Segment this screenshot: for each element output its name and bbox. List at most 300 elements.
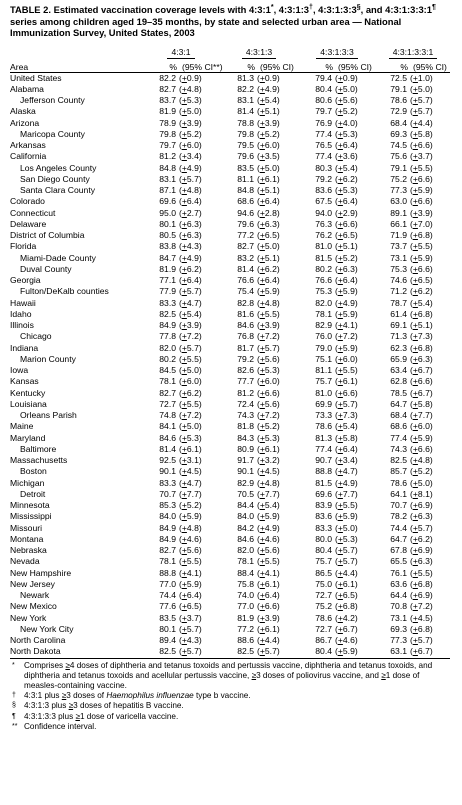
ci-value: 6.6 (342, 218, 355, 229)
plus-minus-symbol: + (412, 308, 418, 319)
table-row (10, 601, 450, 612)
percent-cell: 82.8 (237, 297, 254, 308)
ci-cell: (+5.7) (179, 173, 202, 184)
plus-minus-symbol: + (412, 410, 418, 420)
table-row (10, 410, 450, 421)
percent-cell: 82.7 (237, 241, 254, 252)
percent-cell: 78.6 (315, 421, 332, 432)
ci-value: 5.8 (417, 128, 430, 139)
plus-minus-symbol: + (181, 72, 187, 83)
percent-cell: 90.7 (315, 455, 332, 465)
ci-value: 5.0 (186, 421, 199, 432)
plus-minus-symbol: + (259, 275, 265, 285)
plus-minus-symbol: + (412, 151, 418, 162)
ci-cell: (+5.7) (410, 95, 433, 105)
percent-cell: 87.1 (159, 185, 176, 195)
ci-cell: (+5.3) (335, 185, 358, 195)
plus-minus-symbol: + (337, 623, 343, 634)
area-cell: New York (10, 612, 47, 623)
table-row (10, 590, 450, 601)
ci-value: 4.8 (417, 455, 430, 465)
footnote (10, 661, 450, 692)
plus-minus-symbol: + (181, 522, 187, 533)
percent-cell: 78.1 (159, 376, 176, 387)
ci-cell: (+5.0) (179, 106, 202, 117)
ci-value: 5.7 (342, 545, 355, 555)
ci-value: 6.2 (186, 263, 199, 274)
ci-value: 5.5 (342, 500, 355, 510)
area-cell: Boston (20, 466, 47, 477)
ci-cell: (+6.7) (410, 646, 450, 658)
ci-value: 5.1 (264, 252, 277, 263)
footnote-text: 4:3:1 plus (24, 691, 62, 701)
ci-cell: (+3.6) (335, 151, 358, 162)
percent-cell: 61.4 (390, 308, 408, 319)
percent-cell: 63.0 (390, 196, 408, 207)
percent-cell: 79.1 (390, 83, 408, 94)
ci-cell: (+6.2) (179, 387, 202, 398)
ci-cell: (+7.7) (335, 488, 358, 499)
plus-minus-symbol: + (181, 275, 187, 285)
ci-cell: (+5.5) (179, 556, 202, 567)
ci-value: 4.2 (342, 612, 355, 623)
percent-cell: 84.9 (159, 320, 176, 330)
ci-cell: (+4.7) (179, 477, 202, 488)
percent-cell: 86.7 (315, 635, 332, 645)
plus-minus-symbol: + (259, 162, 265, 173)
plus-minus-symbol: + (259, 432, 265, 443)
ci-value: 5.9 (264, 511, 277, 522)
footnote-ref: § (356, 3, 361, 11)
ci-value: 6.3 (264, 218, 277, 229)
ci-cell: (+6.1) (335, 376, 358, 387)
plus-minus-symbol: + (259, 421, 265, 432)
plus-minus-symbol: + (181, 421, 187, 432)
header-ci: (95% CI) (257, 59, 298, 73)
plus-minus-symbol: + (181, 443, 187, 454)
percent-cell: 77.4 (315, 443, 332, 454)
ci-cell: (+6.4) (335, 443, 358, 454)
ci-value: 7.7 (186, 488, 199, 499)
ci-value: 4.5 (417, 612, 430, 623)
footnote-marker: § (12, 702, 16, 710)
percent-cell: 78.5 (390, 387, 408, 398)
ci-value: 4.9 (342, 477, 355, 488)
table-row (10, 331, 450, 342)
percent-cell: 75.3 (315, 286, 332, 297)
plus-minus-symbol: + (259, 376, 265, 387)
table-row (10, 579, 450, 590)
ci-value: 5.9 (342, 286, 355, 297)
table-row (10, 129, 450, 140)
table-row (10, 646, 450, 658)
ci-value: 5.7 (186, 286, 199, 297)
ci-cell: (+6.5) (410, 275, 433, 285)
ci-value: 5.9 (417, 252, 430, 263)
percent-cell: 72.4 (237, 398, 254, 409)
percent-cell: 83.3 (159, 297, 176, 308)
area-cell: New Jersey (10, 578, 55, 589)
ci-cell: (+3.7) (410, 151, 433, 162)
area-cell: Colorado (10, 196, 45, 207)
ci-cell: (+5.9) (410, 252, 433, 263)
plus-minus-symbol: + (181, 511, 187, 522)
ci-value: 6.2 (417, 533, 430, 544)
ci-value: 6.2 (342, 173, 355, 184)
area-cell: Kentucky (10, 387, 46, 398)
plus-minus-symbol: + (412, 83, 418, 94)
ci-value: 6.0 (342, 353, 355, 364)
ci-cell: (+5.9) (335, 308, 358, 319)
plus-minus-symbol: + (412, 387, 418, 398)
percent-cell: 76.9 (315, 117, 332, 128)
percent-cell: 85.3 (159, 500, 176, 510)
plus-minus-symbol: + (259, 410, 265, 420)
ci-cell: (+6.6) (410, 140, 433, 150)
plus-minus-symbol: + (412, 230, 418, 240)
percent-cell: 75.2 (315, 601, 332, 612)
percent-cell: 63.6 (390, 578, 408, 589)
percent-cell: 62.3 (390, 342, 408, 353)
ci-cell: (+6.1) (179, 443, 202, 454)
area-cell: North Carolina (10, 635, 66, 645)
plus-minus-symbol: + (337, 387, 343, 398)
ci-value: 6.6 (342, 387, 355, 398)
plus-minus-symbol: + (412, 398, 418, 409)
ci-cell: (+6.4) (257, 196, 280, 207)
ci-value: 6.9 (417, 590, 430, 600)
ci-cell: (+6.2) (335, 173, 358, 184)
plus-minus-symbol: + (181, 477, 187, 488)
percent-cell: 79.4 (315, 72, 332, 83)
area-cell: Orleans Parish (20, 410, 77, 420)
plus-minus-symbol: + (412, 443, 418, 454)
ci-cell: (+3.5) (257, 151, 280, 162)
percent-cell: 73.1 (390, 252, 408, 263)
ci-value: 5.9 (342, 342, 355, 353)
ci-cell: (+6.1) (257, 623, 280, 634)
table-body (10, 72, 450, 658)
ci-value: 3.9 (264, 612, 277, 623)
ci-value: 4.3 (186, 635, 199, 645)
ci-value: 6.6 (264, 601, 277, 612)
ci-cell: (+5.2) (335, 252, 358, 263)
title-text: TABLE 2. Estimated vaccination coverage levels with 4:3:1 (10, 4, 271, 15)
plus-minus-symbol: + (259, 545, 265, 555)
ci-cell: (+5.7) (410, 106, 433, 117)
ci-cell: (+5.6) (335, 95, 358, 105)
area-cell: Fulton/DeKalb counties (20, 286, 109, 297)
ci-value: 4.1 (186, 567, 199, 578)
plus-minus-symbol: + (337, 117, 343, 128)
footnote-text: 4:3:1:3 plus (24, 701, 69, 711)
ci-value: 6.4 (186, 196, 199, 207)
plus-minus-symbol: + (259, 106, 265, 117)
ci-cell: (+6.3) (179, 218, 202, 229)
table-row (10, 354, 450, 365)
plus-minus-symbol: + (412, 117, 418, 128)
percent-cell: 62.8 (390, 376, 408, 387)
table-row (10, 196, 450, 207)
plus-minus-symbol: + (337, 410, 343, 420)
percent-cell: 79.8 (159, 128, 176, 139)
ci-value: 6.5 (186, 601, 199, 612)
ci-cell: (+5.9) (410, 185, 433, 195)
percent-cell: 83.7 (159, 95, 176, 105)
ci-value: 5.7 (186, 623, 199, 634)
plus-minus-symbol: + (337, 286, 343, 297)
ci-cell: (+6.6) (410, 443, 433, 454)
ci-value: 5.7 (417, 522, 430, 533)
percent-cell: 82.5 (142, 646, 179, 658)
ci-value: 5.9 (186, 511, 199, 522)
ci-cell: (+4.1) (335, 320, 358, 330)
ci-value: 6.6 (417, 140, 430, 150)
table-row (10, 365, 450, 376)
ci-cell: (+3.9) (179, 320, 202, 330)
table-row (10, 174, 450, 185)
ci-cell: (+4.8) (257, 477, 280, 488)
plus-minus-symbol: + (259, 218, 265, 229)
table-row (10, 286, 450, 297)
area-cell: Jefferson County (20, 95, 85, 105)
ci-value: 4.8 (186, 185, 199, 195)
area-cell: New Mexico (10, 601, 57, 612)
ci-cell: (+4.1) (257, 567, 280, 578)
plus-minus-symbol: + (259, 140, 265, 150)
footnote-marker: ¶ (12, 712, 16, 720)
ci-value: 4.4 (417, 117, 430, 128)
plus-minus-symbol: + (181, 162, 187, 173)
ci-value: 3.5 (264, 151, 277, 162)
percent-cell: 72.9 (390, 106, 408, 117)
plus-minus-symbol: + (337, 173, 343, 184)
percent-cell: 88.4 (237, 567, 254, 578)
footnote-text: 1 dose of measles-containing vaccine. (24, 670, 420, 690)
plus-minus-symbol: + (337, 533, 343, 544)
header-percent: % (220, 59, 257, 73)
percent-cell: 78.9 (159, 117, 176, 128)
ci-value: 4.9 (342, 297, 355, 308)
table-row (10, 275, 450, 286)
percent-cell: 76.1 (390, 567, 408, 578)
area-cell: Detroit (20, 488, 46, 499)
ci-value: 2.7 (186, 207, 199, 218)
ci-cell: (+5.4) (179, 308, 202, 319)
percent-cell: 78.7 (390, 297, 408, 308)
percent-cell: 84.0 (237, 511, 254, 522)
ci-value: 5.9 (264, 286, 277, 297)
percent-cell: 84.4 (237, 500, 254, 510)
area-cell: Baltimore (20, 443, 57, 454)
percent-cell: 73.7 (390, 241, 408, 252)
plus-minus-symbol: + (181, 612, 187, 623)
footnote (10, 701, 450, 711)
plus-minus-symbol: + (259, 353, 265, 364)
ci-value: 5.6 (264, 353, 277, 364)
plus-minus-symbol: + (412, 488, 418, 499)
area-cell: Alaska (10, 106, 36, 117)
ci-cell: (+5.0) (410, 477, 433, 488)
percent-cell: 84.8 (159, 162, 176, 173)
title-text: series among children aged 19–35 months, by state and selected urban area — National Immunization Survey, United States, 2003 (10, 15, 402, 38)
header-ci: (95% CI) (410, 59, 450, 73)
ci-cell: (+5.7) (179, 286, 202, 297)
plus-minus-symbol: + (337, 140, 343, 150)
ci-value: 5.3 (342, 128, 355, 139)
percent-cell: 81.5 (315, 477, 332, 488)
plus-minus-symbol: + (337, 162, 343, 173)
ci-cell: (+5.0) (335, 83, 358, 94)
ci-value: 3.7 (186, 612, 199, 623)
percent-cell: 77.3 (390, 185, 408, 195)
percent-cell: 83.8 (159, 241, 176, 252)
percent-cell: 95.0 (159, 207, 176, 218)
ci-value: 4.7 (186, 477, 199, 488)
table-row (10, 118, 450, 129)
ci-cell: (+6.6) (257, 601, 280, 612)
ci-value: 6.4 (342, 275, 355, 285)
plus-minus-symbol: + (412, 455, 418, 465)
plus-minus-symbol: + (259, 511, 265, 522)
header-blank (10, 46, 142, 59)
ci-cell: (+5.1) (410, 320, 433, 330)
plus-minus-symbol: + (412, 106, 418, 117)
area-cell: Iowa (10, 365, 29, 375)
ci-value: 2.8 (264, 207, 277, 218)
ci-cell: (+2.7) (179, 207, 202, 218)
ci-cell: (+6.3) (410, 556, 433, 567)
ci-value: 6.1 (264, 578, 277, 589)
ci-value: 6.5 (417, 275, 430, 285)
ci-value: 5.2 (342, 106, 355, 117)
percent-cell: 76.8 (237, 331, 254, 342)
footnote-text: 4 doses of diphtheria and tetanus toxoids and pertussis vaccine, diphtheria and tetanus toxoids, and diphtheria and tetanus toxoids and acellular pertussis vaccine, (24, 660, 433, 680)
percent-cell: 79.7 (315, 106, 332, 117)
ci-cell: (+6.4) (335, 140, 358, 150)
table-row (10, 72, 450, 84)
plus-minus-symbol: + (412, 72, 418, 83)
plus-minus-symbol: + (412, 646, 418, 657)
table-row (10, 376, 450, 387)
ci-cell: (+7.3) (335, 410, 358, 420)
ci-value: 5.2 (186, 128, 199, 139)
table-row (10, 388, 450, 399)
plus-minus-symbol: + (412, 196, 418, 207)
plus-minus-symbol: + (337, 308, 343, 319)
ci-cell: (+6.6) (410, 173, 433, 184)
header-ci: (95% CI) (335, 59, 376, 73)
percent-cell: 72.7 (315, 623, 332, 634)
percent-cell: 75.2 (390, 173, 408, 184)
area-cell: Nebraska (10, 545, 47, 555)
ci-cell: (+0.9) (179, 72, 202, 83)
footnote-text: 4:3:1:3:3 plus (24, 711, 76, 721)
ci-cell: (+6.8) (410, 342, 433, 353)
ci-value: 6.8 (342, 601, 355, 612)
ci-cell: (+6.6) (335, 387, 358, 398)
percent-cell: 75.6 (390, 151, 408, 162)
ci-value: 6.1 (264, 173, 277, 184)
ci-cell: (+6.2) (179, 263, 202, 274)
table-row (10, 635, 450, 646)
area-cell: California (10, 151, 47, 162)
plus-minus-symbol: + (181, 488, 187, 499)
percent-cell: 81.1 (237, 173, 254, 184)
ci-cell: (+6.8) (410, 308, 433, 319)
ci-cell: (+4.5) (179, 466, 202, 477)
header-group-43133 (298, 46, 376, 59)
plus-minus-symbol: + (181, 376, 187, 387)
ci-cell: (+6.0) (257, 140, 280, 150)
plus-minus-symbol: + (412, 95, 418, 105)
ci-value: 4.1 (342, 320, 355, 330)
ci-value: 6.2 (186, 387, 199, 398)
area-cell: Miami-Dade County (20, 252, 96, 263)
ci-value: 7.2 (186, 331, 199, 342)
ci-cell: (+5.7) (410, 522, 433, 533)
ci-cell: (+5.1) (257, 106, 280, 117)
ci-cell: (+5.5) (179, 398, 202, 409)
percent-cell: 64.7 (390, 533, 408, 544)
area-cell: Florida (10, 241, 37, 252)
ci-cell: (+5.4) (257, 95, 280, 105)
ci-value: 5.6 (186, 545, 199, 555)
ci-cell: (+7.3) (410, 331, 433, 342)
area-cell: Alabama (10, 83, 44, 94)
ci-value: 6.9 (417, 500, 430, 510)
plus-minus-symbol: + (181, 241, 187, 252)
percent-cell: 89.1 (390, 207, 408, 218)
plus-minus-symbol: + (181, 601, 187, 612)
ci-value: 1.0 (417, 72, 430, 83)
table-row (10, 511, 450, 522)
plus-minus-symbol: + (412, 297, 418, 308)
ci-value: 6.0 (264, 140, 277, 150)
footnote-symbol: ≥ (251, 670, 257, 680)
ci-cell: (+5.3) (179, 95, 202, 105)
plus-minus-symbol: + (259, 567, 265, 578)
percent-cell: 81.9 (159, 263, 176, 274)
ci-value: 5.2 (342, 252, 355, 263)
table-row (10, 466, 450, 477)
ci-value: 4.8 (264, 477, 277, 488)
ci-cell: (+3.1) (179, 455, 202, 465)
ci-cell: (+6.0) (335, 353, 358, 364)
percent-cell: 77.4 (315, 151, 332, 162)
plus-minus-symbol: + (259, 556, 265, 567)
percent-cell: 84.6 (237, 533, 254, 544)
plus-minus-symbol: + (181, 590, 187, 600)
plus-minus-symbol: + (412, 365, 418, 375)
plus-minus-symbol: + (181, 95, 187, 105)
ci-cell: (+5.6) (257, 353, 280, 364)
footnote-symbol: ≥ (75, 711, 80, 721)
percent-cell: 88.8 (315, 466, 332, 477)
ci-value: 3.2 (264, 455, 277, 465)
plus-minus-symbol: + (181, 128, 187, 139)
ci-cell: (+6.8) (410, 578, 433, 589)
ci-value: 7.7 (342, 488, 355, 499)
percent-cell: 80.0 (315, 533, 332, 544)
ci-cell: (+6.4) (179, 590, 202, 600)
ci-value: 6.7 (417, 387, 430, 398)
ci-cell: (+6.1) (257, 443, 280, 454)
plus-minus-symbol: + (259, 263, 265, 274)
ci-cell: (+3.7) (179, 612, 202, 623)
ci-value: 5.7 (186, 646, 199, 657)
percent-cell: 83.3 (315, 522, 332, 533)
